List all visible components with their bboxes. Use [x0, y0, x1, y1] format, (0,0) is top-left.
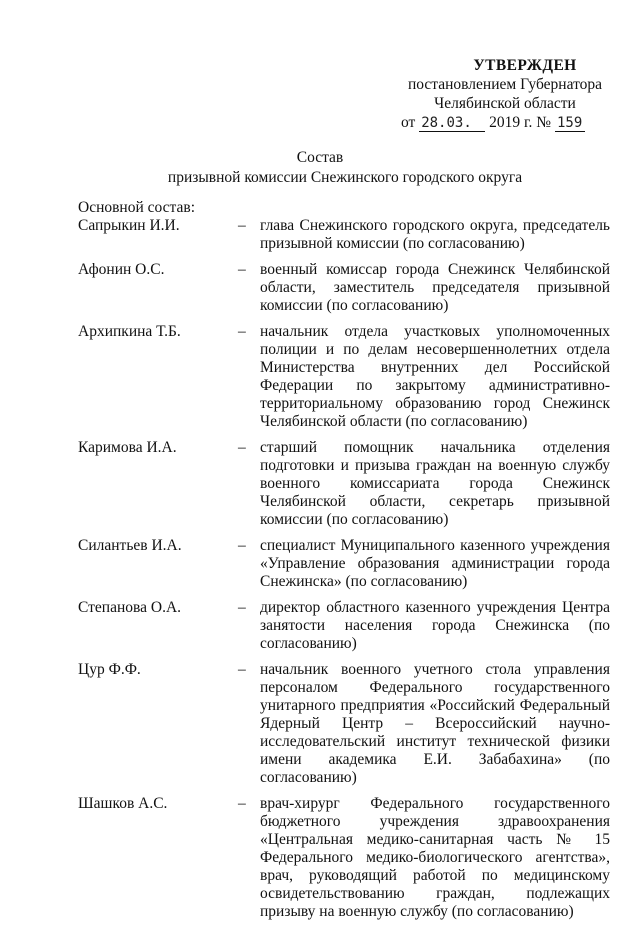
- member-row: [78, 439, 618, 529]
- member-row: [78, 261, 618, 315]
- member-name: Степанова О.А.: [78, 599, 182, 616]
- year-text: 2019 г. №: [489, 114, 552, 131]
- member-description: врач-хирург Федерального государственного бюджетного учреждения здравоохранения «Центральная медико-санитарная часть № 15 Федерального медико-биологического агентства», врач, руководящий работой по медицинскому освидетельствованию граждан, подлежащих призыву на военную службу (по согласованию): [260, 795, 610, 920]
- approval-line-2: Челябинской области: [434, 95, 576, 112]
- member-row: [78, 661, 618, 787]
- member-dash: –: [238, 217, 246, 234]
- member-description: военный комиссар города Снежинск Челябинской области, заместитель председателя призывной комиссии (по согласованию): [260, 261, 610, 314]
- member-row: [78, 537, 618, 591]
- approval-title: УТВЕРЖДЕН: [473, 57, 577, 74]
- member-row: [78, 217, 618, 253]
- member-name: Каримова И.А.: [78, 439, 177, 456]
- member-name: Архипкина Т.Б.: [78, 323, 181, 340]
- document-title: Состав: [296, 149, 344, 166]
- member-dash: –: [238, 261, 246, 278]
- document-heading: [0, 148, 640, 188]
- member-dash: –: [238, 439, 246, 456]
- member-dash: –: [238, 795, 246, 812]
- member-dash: –: [238, 537, 246, 554]
- member-name: Шашков А.С.: [78, 795, 168, 812]
- section-label: Основной состав:: [78, 199, 196, 216]
- member-description: директор областного казенного учреждения Центра занятости населения города Снежинска (по согласованию): [260, 599, 610, 652]
- member-dash: –: [238, 599, 246, 616]
- handwritten-date: 28.03.: [419, 116, 485, 132]
- member-row: [78, 323, 618, 431]
- approval-line-1: постановлением Губернатора: [407, 76, 603, 93]
- handwritten-number: 159: [555, 116, 585, 132]
- member-description: начальник отдела участковых уполномоченных полиции и по делам несовершеннолетних отдела Министерства внутренних дел Российской Федерации по закрытому административно-территориальному образованию город Снежинск Челябинской области (по согласованию): [260, 323, 610, 430]
- members-list: [78, 217, 618, 929]
- member-description: начальник военного учетного стола управления персоналом Федерального государственного унитарного предприятия «Российский Федеральный Ядерный Центр – Всероссийский научно-исследовательский институт технической физики имени академика Е.И. Забабахина» (по согласованию): [260, 661, 610, 786]
- member-name: Силантьев И.А.: [78, 537, 182, 554]
- document-subtitle: призывной комиссии Снежинского городского округа: [167, 169, 523, 186]
- member-description: глава Снежинского городского округа, председатель призывной комиссии (по согласованию): [260, 217, 610, 252]
- member-name: Сапрыкин И.И.: [78, 217, 180, 234]
- member-name: Афонин О.С.: [78, 261, 165, 278]
- member-name: Цур Ф.Ф.: [78, 661, 141, 678]
- member-dash: –: [238, 323, 246, 340]
- member-row: [78, 795, 618, 921]
- approval-date-line: [401, 113, 615, 132]
- member-dash: –: [238, 661, 246, 678]
- date-prefix: от: [401, 114, 416, 131]
- member-description: специалист Муниципального казенного учреждения «Управление образования администрации города Снежинска» (по согласованию): [260, 537, 610, 590]
- member-description: старший помощник начальника отделения подготовки и призыва граждан на военную службу военного комиссариата города Снежинск Челябинской области, секретарь призывной комиссии (по согласованию): [260, 439, 610, 528]
- approval-block: [395, 56, 615, 132]
- member-row: [78, 599, 618, 653]
